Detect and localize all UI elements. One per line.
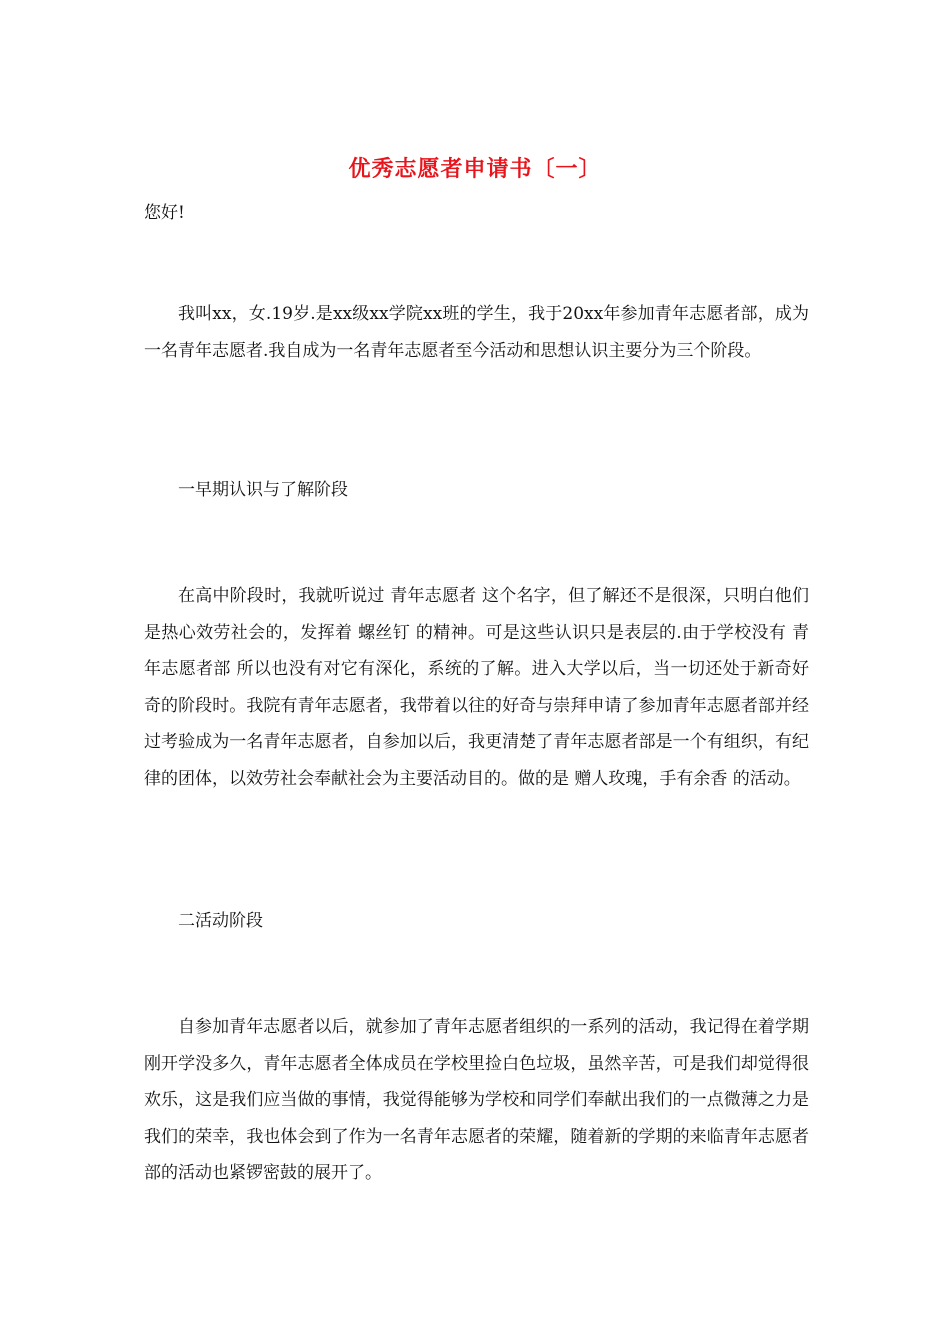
- section-heading-early-stage: 一早期认识与了解阶段: [178, 480, 348, 500]
- paragraph-intro: 我叫xx，女.19岁.是xx级xx学院xx班的学生，我于20xx年参加青年志愿者部，成为一名青年志愿者.我自成为一名青年志愿者至今活动和思想认识主要分为三个阶段。: [144, 304, 809, 361]
- paragraph-early-stage: 在高中阶段时，我就听说过 青年志愿者 这个名字，但了解还不是很深，只明白他们是热心效劳社会的，发挥着 螺丝钉 的精神。可是这些认识只是表层的.由于学校没有 青年志愿者部 所以也没有对它有深化，系统的了解。进入大学以后，当一切还处于新奇好奇的阶段时。我院有青年志愿者，我带着以往的好奇与崇拜申请了参加青年志愿者部并经过考验成为一名青年志愿者，自参加以后，我更清楚了青年志愿者部是一个有组织，有纪律的团体，以效劳社会奉献社会为主要活动目的。做的是 赠人玫瑰，手有余香 的活动。: [144, 586, 809, 789]
- document-title: 优秀志愿者申请书〔一〕: [348, 156, 602, 182]
- paragraph-activity-stage: 自参加青年志愿者以后，就参加了青年志愿者组织的一系列的活动，我记得在着学期刚开学没多久，青年志愿者全体成员在学校里捡白色垃圾，虽然辛苦，可是我们却觉得很欢乐，这是我们应当做的事情，我觉得能够为学校和同学们奉献出我们的一点微薄之力是我们的荣幸，我也体会到了作为一名青年志愿者的荣耀，随着新的学期的来临青年志愿者部的活动也紧锣密鼓的展开了。: [144, 1017, 809, 1184]
- greeting: 您好!: [144, 203, 185, 223]
- section-heading-activity-stage: 二活动阶段: [178, 911, 263, 931]
